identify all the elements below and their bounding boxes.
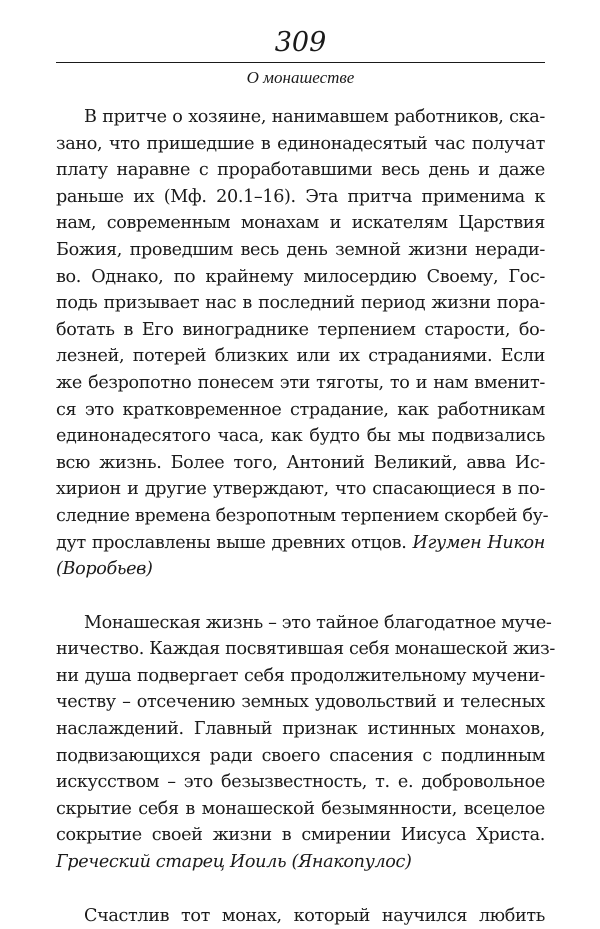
attribution-continued: (Воробьев) bbox=[56, 559, 153, 580]
text-line: единонадесятого часа, как будто бы мы подвизались bbox=[56, 426, 545, 447]
text-line: всю жизнь. Более того, Антоний Великий, авва Ис- bbox=[56, 452, 545, 473]
text-line: раньше их (Мф. 20.1–16). Эта притча применима к bbox=[56, 186, 545, 207]
text-line: нам, современным монахам и искателям Царствия bbox=[56, 213, 545, 234]
header-rule bbox=[56, 62, 545, 63]
text-line: ничество. Каждая посвятившая себя монашеской жиз- bbox=[56, 639, 556, 660]
text-line: зано, что пришедшие в единонадесятый час получат bbox=[56, 133, 545, 154]
page-header bbox=[56, 26, 545, 89]
paragraph-1 bbox=[56, 104, 549, 583]
running-title: О монашестве bbox=[246, 68, 355, 87]
paragraph-2 bbox=[56, 610, 556, 876]
page-body bbox=[56, 104, 556, 929]
text-line: хирион и другие утверждают, что спасающиеся в по- bbox=[56, 479, 545, 500]
text-line: следние времена безропотным терпением скорбей бу- bbox=[56, 505, 549, 526]
text-line: подь призывает нас в последний период жизни пора- bbox=[56, 293, 545, 314]
text-line: ни душа подвергает себя продолжительному мучени- bbox=[56, 665, 545, 686]
text-line: наслаждений. Главный признак истинных монахов, bbox=[56, 719, 545, 740]
paragraph-gap bbox=[56, 583, 545, 610]
page-number: 309 bbox=[274, 27, 327, 58]
text-line: сокрытие своей жизни в смирении Иисуса Христа. bbox=[56, 825, 545, 846]
paragraph-3 bbox=[56, 903, 545, 929]
text-line: во. Однако, по крайнему милосердию Своему, Гос- bbox=[56, 266, 545, 287]
text-line: честву – отсечению земных удовольствий и телесных bbox=[56, 692, 545, 713]
text-line: подвизающихся ради своего спасения с подлинным bbox=[56, 745, 545, 766]
text-line-end: дут прославлены выше древних отцов. bbox=[56, 532, 407, 553]
text-line: Божия, проведшим весь день земной жизни неради- bbox=[56, 239, 545, 260]
text-line: ботать в Его винограднике терпением старости, бо- bbox=[56, 319, 545, 340]
text-line-with-attribution bbox=[56, 530, 545, 557]
text-line: плату наравне с проработавшими весь день и даже bbox=[56, 160, 545, 181]
attribution: Игумен Никон bbox=[412, 532, 545, 553]
text-line: В притче о хозяине, нанимавшем работников, ска- bbox=[84, 107, 545, 127]
attribution: Греческий старец Иоиль (Янакопулос) bbox=[56, 852, 412, 873]
text-line: Счастлив тот монах, который научился любить bbox=[84, 905, 545, 926]
text-line: скрытие себя в монашеской безымянности, всецелое bbox=[56, 798, 545, 819]
text-line: Монашеская жизнь – это тайное благодатное муче- bbox=[84, 612, 552, 633]
text-line: ся это кратковременное страдание, как работникам bbox=[56, 399, 545, 420]
paragraph-gap bbox=[56, 876, 545, 903]
text-line: же безропотно понесем эти тяготы, то и нам вменит- bbox=[56, 372, 545, 393]
text-line: лезней, потерей близких или их страданиями. Если bbox=[56, 346, 545, 367]
text-line: искусством – это безызвестность, т. е. добровольное bbox=[56, 772, 545, 793]
